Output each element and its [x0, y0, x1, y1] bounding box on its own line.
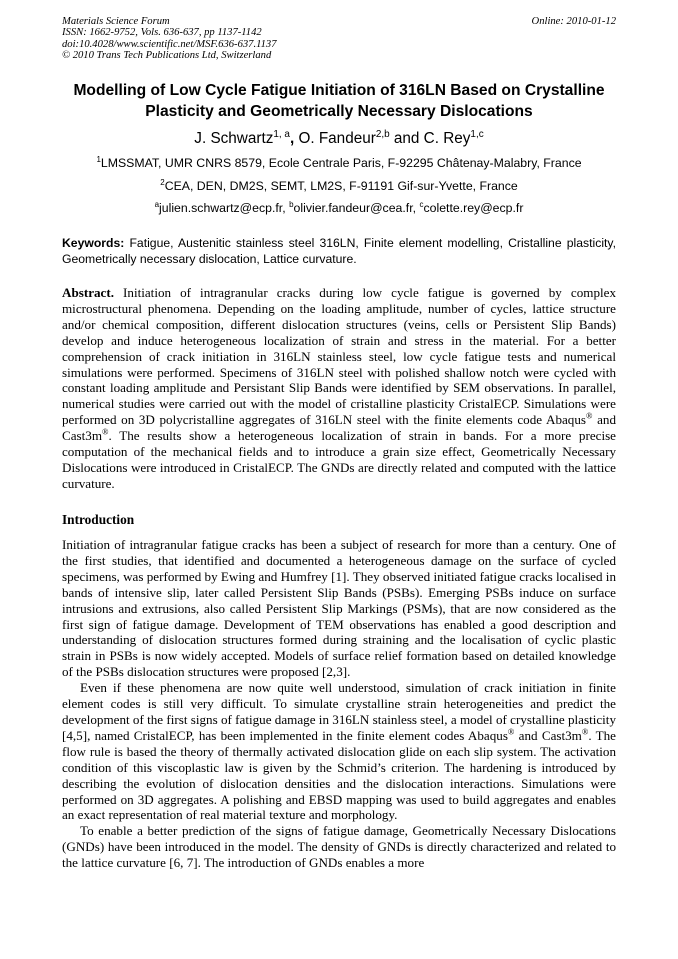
intro-paragraph-3: To enable a better prediction of the signs of fatigue damage, Geometrically Necessary Dislocations (GNDs) have been introduced in the model. The density of GNDs is directly characterized and related to the lattice curvature [6, 7]. The introduction of GNDs enables a more	[62, 823, 616, 871]
email-a: julien.schwartz@ecp.fr,	[159, 201, 290, 215]
abstract-block	[62, 285, 616, 492]
online-date: Online: 2010-01-12	[531, 16, 616, 27]
registered-mark: ®	[507, 726, 515, 737]
intro-paragraph-1: Initiation of intragranular fatigue cracks has been a subject of research for more than a century. One of the first studies, that identified and documented a heterogeneous damage on the surface of cycled specimens, was performed by Ewing and Humfrey [1]. They observed initiated fatigue cracks localised in bands of intensive slip, later called Persistent Slip Bands (PSBs). Emerging PSBs induce on surface intrusions and extrusions, also called Persistent Slip Markings (PSMs), that are now considered as the first sign of fatigue damage. Development of TEM observations has enabled a good description and understanding of dislocation structures formed during straining and the localisation of cyclic plastic strain in PSBs is now widely accepted. Models of surface relief formation based on detailed knowledge of the PSBs dislocation structures were proposed [2,3].	[62, 537, 616, 680]
author-separator: ,	[289, 130, 299, 147]
email-c: colette.rey@ecp.fr	[423, 201, 524, 215]
issn-line: ISSN: 1662-9752, Vols. 636-637, pp 1137-1142	[62, 27, 262, 39]
abstract-text-3: . The results show a heterogeneous localization of strain in bands. For a more precise computation of the mechanical fields and to introduce a grain size effect, Geometrically Necessary Dislocations were introduced in CristalECP. The GNDs are directly related and computed with the lattice curvature.	[62, 428, 616, 491]
keywords-text: Fatigue, Austenitic stainless steel 316LN, Finite element modelling, Cristalline plasticity, Geometrically necessary dislocation, Lattice curvature.	[62, 236, 616, 266]
title-line-2: Plasticity and Geometrically Necessary Dislocations	[145, 103, 533, 120]
keywords-label: Keywords:	[62, 236, 125, 250]
intro-p2-text-3: . The flow rule is based the theory of thermally activated dislocation glide on each slip system. The activation condition of this viscoplastic law is given by the Schmid’s criterion. The hardening is introduced by describing the evolution of dislocation densities and the dislocation interactions. Simulations were performed on 3D aggregates. A polishing and EBSD mapping was used to build aggregates and enables an exact representation of real material texture and morphology.	[62, 727, 616, 823]
copyright-line: © 2010 Trans Tech Publications Ltd, Switzerland	[62, 50, 272, 62]
section-heading-introduction: Introduction	[62, 512, 135, 527]
introduction-body	[62, 537, 616, 871]
email-a-marker: a	[154, 199, 160, 209]
affiliation-1-text: LMSSMAT, UMR CNRS 8579, Ecole Centrale Paris, F-92295 Châtenay-Malabry, France	[100, 156, 582, 170]
author-1: J. Schwartz	[194, 130, 274, 147]
abstract-text-1: Initiation of intragranular cracks during low cycle fatigue is governed by complex microstructural phenomena. Depending on the loading amplitude, number of cycles, lattice structure and/or chemical composition, different dislocation structures (veins, cells or Persistent Slip Bands) develop and induce heterogeneous localization of strain and stress in the material. For a better comprehension of crack initiation in 316LN stainless steel, low cycle fatigue tests and numerical simulations were performed. Specimens of 316LN steel with polished shallow notch were cycled with constant loading amplitude and Persistant Slip Bands were identified by SEM observations. In parallel, numerical studies were carried out with the model of cristalline plasticity CristalECP. Simulations were performed on 3D polycristalline aggregates of 316LN steel with the finite elements code Abaqus	[62, 285, 616, 428]
author-1-affiliation: 1, a	[273, 128, 290, 140]
intro-p2-text-2: and Cast3m	[514, 727, 582, 743]
author-emails	[62, 200, 616, 216]
affiliation-2	[62, 178, 616, 194]
author-2-affiliation: 2,b	[375, 128, 390, 140]
email-b: olivier.fandeur@cea.fr,	[293, 201, 420, 215]
journal-name: Materials Science Forum	[62, 16, 170, 27]
affiliation-2-marker: 2	[160, 177, 165, 187]
registered-mark: ®	[581, 726, 589, 737]
keywords-block	[62, 236, 616, 267]
author-separator: and	[389, 130, 424, 147]
author-list	[62, 129, 616, 149]
abstract-text-2: and Cast3m	[62, 412, 616, 444]
abstract-paragraph	[62, 285, 616, 492]
affiliation-2-text: CEA, DEN, DM2S, SEMT, LM2S, F-91191 Gif-sur-Yvette, France	[164, 179, 518, 193]
running-header	[62, 16, 616, 62]
email-c-marker: c	[419, 199, 424, 209]
registered-mark: ®	[586, 410, 593, 421]
intro-p2-text-1: Even if these phenomena are now quite well understood, simulation of crack initiation in finite element codes is still very difficult. To simulate crystalline strain heterogeneities and predict the development of the first signs of fatigue damage in 316LN stainless steel, a model of crystalline plasticity [4,5], named CristalECP, has been implemented in the finite element codes Abaqus	[62, 680, 616, 743]
intro-paragraph-2	[62, 680, 616, 823]
author-3-affiliation: 1,c	[470, 128, 484, 140]
registered-mark: ®	[102, 426, 109, 437]
title-line-1: Modelling of Low Cycle Fatigue Initiation of 316LN Based on Crystalline	[73, 82, 605, 99]
affiliation-1-marker: 1	[96, 154, 101, 164]
email-b-marker: b	[289, 199, 294, 209]
affiliation-1	[62, 155, 616, 171]
abstract-label: Abstract.	[62, 285, 114, 300]
author-3: C. Rey	[423, 130, 471, 147]
author-2: O. Fandeur	[298, 130, 376, 147]
doi-line: doi:10.4028/www.scientific.net/MSF.636-637.1137	[62, 38, 277, 50]
paper-title	[62, 80, 616, 122]
